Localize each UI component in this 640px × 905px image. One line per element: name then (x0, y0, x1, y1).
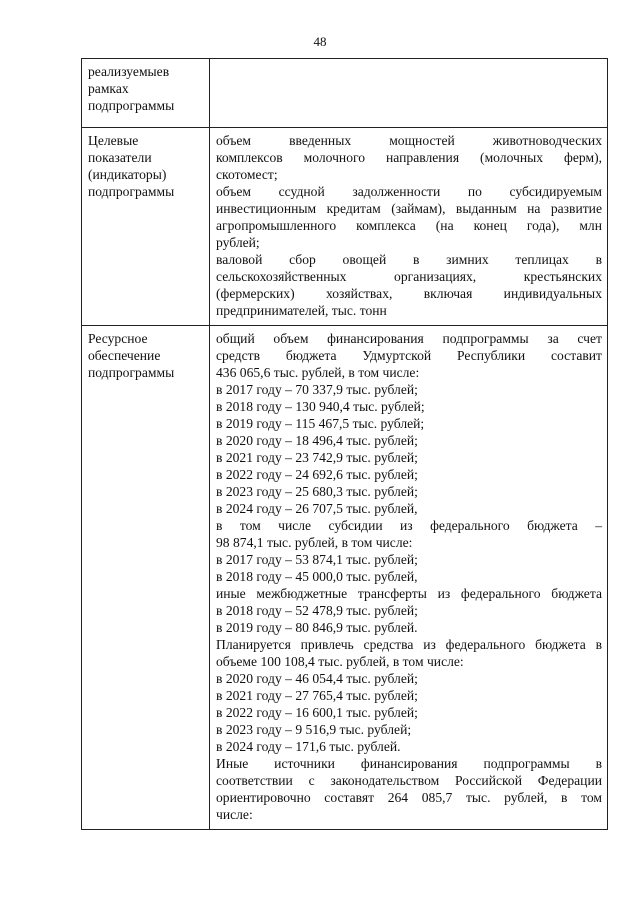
content-line: (фермерских) хозяйствах, включая индивидуальных (216, 286, 602, 301)
content-line: валовой сбор овощей в зимних теплицах в (216, 252, 602, 267)
content-line: скотомест; (216, 167, 278, 182)
content-line: инвестиционным кредитам (займам), выданным на развитие (216, 201, 602, 216)
content-line: сельскохозяйственных организациях, крестьянских (216, 269, 602, 284)
row-resource-provision (82, 326, 608, 830)
subprogram-passport-table (81, 58, 608, 830)
content-line: в 2019 году – 80 846,9 тыс. рублей. (216, 620, 418, 635)
content-line: в 2017 году – 53 874,1 тыс. рублей; (216, 552, 418, 567)
content-line: объеме 100 108,4 тыс. рублей, в том числе: (216, 654, 464, 669)
content-line: комплексов молочного направления (молочных ферм), (216, 150, 602, 165)
row-label-cell (82, 128, 210, 326)
content-line: в 2019 году – 115 467,5 тыс. рублей; (216, 416, 425, 431)
label-line: Целевые (88, 133, 139, 148)
page-number: 48 (313, 34, 327, 49)
label-line (88, 63, 204, 80)
content-line: числе: (216, 807, 253, 822)
row-content-cell (210, 326, 608, 830)
label-line: Ресурсное (88, 331, 148, 346)
row-target-indicators (82, 128, 608, 326)
content-line: в 2022 году – 16 600,1 тыс. рублей; (216, 705, 418, 720)
content-line: объем введенных мощностей животноводческих (216, 133, 602, 148)
label-line: подпрограммы (88, 184, 175, 199)
label-line: обеспечение (88, 348, 161, 363)
content-line: Иные источники финансирования подпрограммы в (216, 756, 602, 771)
content-line: рублей; (216, 235, 260, 250)
content-line: в 2020 году – 18 496,4 тыс. рублей; (216, 433, 418, 448)
content-line: в 2018 году – 45 000,0 тыс. рублей, (216, 569, 418, 584)
content-line: в 2023 году – 25 680,3 тыс. рублей; (216, 484, 418, 499)
label-line: (индикаторы) (88, 167, 167, 182)
content-line: 98 874,1 тыс. рублей, в том числе: (216, 535, 413, 550)
content-line: в 2018 году – 52 478,9 тыс. рублей; (216, 603, 418, 618)
content-line: ориентировочно составят 264 085,7 тыс. рублей, в том (216, 790, 602, 805)
content-line: предпринимателей, тыс. тонн (216, 303, 387, 318)
content-line: иные межбюджетные трансферты из федерального бюджета (216, 586, 602, 601)
content-line: Планируется привлечь средства из федерального бюджета в (216, 637, 602, 652)
label-line: подпрограммы (88, 365, 175, 380)
content-line: в 2017 году – 70 337,9 тыс. рублей; (216, 382, 418, 397)
content-line: средств бюджета Удмуртской Республики составит (216, 348, 602, 363)
row-content-cell (210, 128, 608, 326)
content-line: соответствии с законодательством Российской Федерации (216, 773, 602, 788)
row-content-cell (210, 59, 608, 128)
content-line: объем ссудной задолженности по субсидируемым (216, 184, 602, 199)
content-line: в 2022 году – 24 692,6 тыс. рублей; (216, 467, 418, 482)
content-line: общий объем финансирования подпрограммы за счет (216, 331, 602, 346)
label-text: в (162, 64, 170, 79)
content-line: в 2023 году – 9 516,9 тыс. рублей; (216, 722, 412, 737)
content-line: в том числе субсидии из федерального бюджета – (216, 518, 602, 533)
content-line: в 2024 году – 26 707,5 тыс. рублей, (216, 501, 418, 516)
content-line: в 2018 году – 130 940,4 тыс. рублей; (216, 399, 425, 414)
table-body (82, 59, 608, 830)
content-line: в 2021 году – 27 765,4 тыс. рублей; (216, 688, 418, 703)
label-line: рамках (88, 81, 129, 96)
label-line: показатели (88, 150, 152, 165)
label-text: реализуемые (88, 64, 163, 79)
content-line: агропромышленного комплекса (на конец года), млн (216, 218, 602, 233)
content-line: в 2024 году – 171,6 тыс. рублей. (216, 739, 401, 754)
label-line: подпрограммы (88, 98, 175, 113)
row-label-cell (82, 59, 210, 128)
content-line: в 2021 году – 23 742,9 тыс. рублей; (216, 450, 418, 465)
row-label-cell (82, 326, 210, 830)
row-implemented-measures (82, 59, 608, 128)
content-line: 436 065,6 тыс. рублей, в том числе: (216, 365, 420, 380)
content-line: в 2020 году – 46 054,4 тыс. рублей; (216, 671, 418, 686)
